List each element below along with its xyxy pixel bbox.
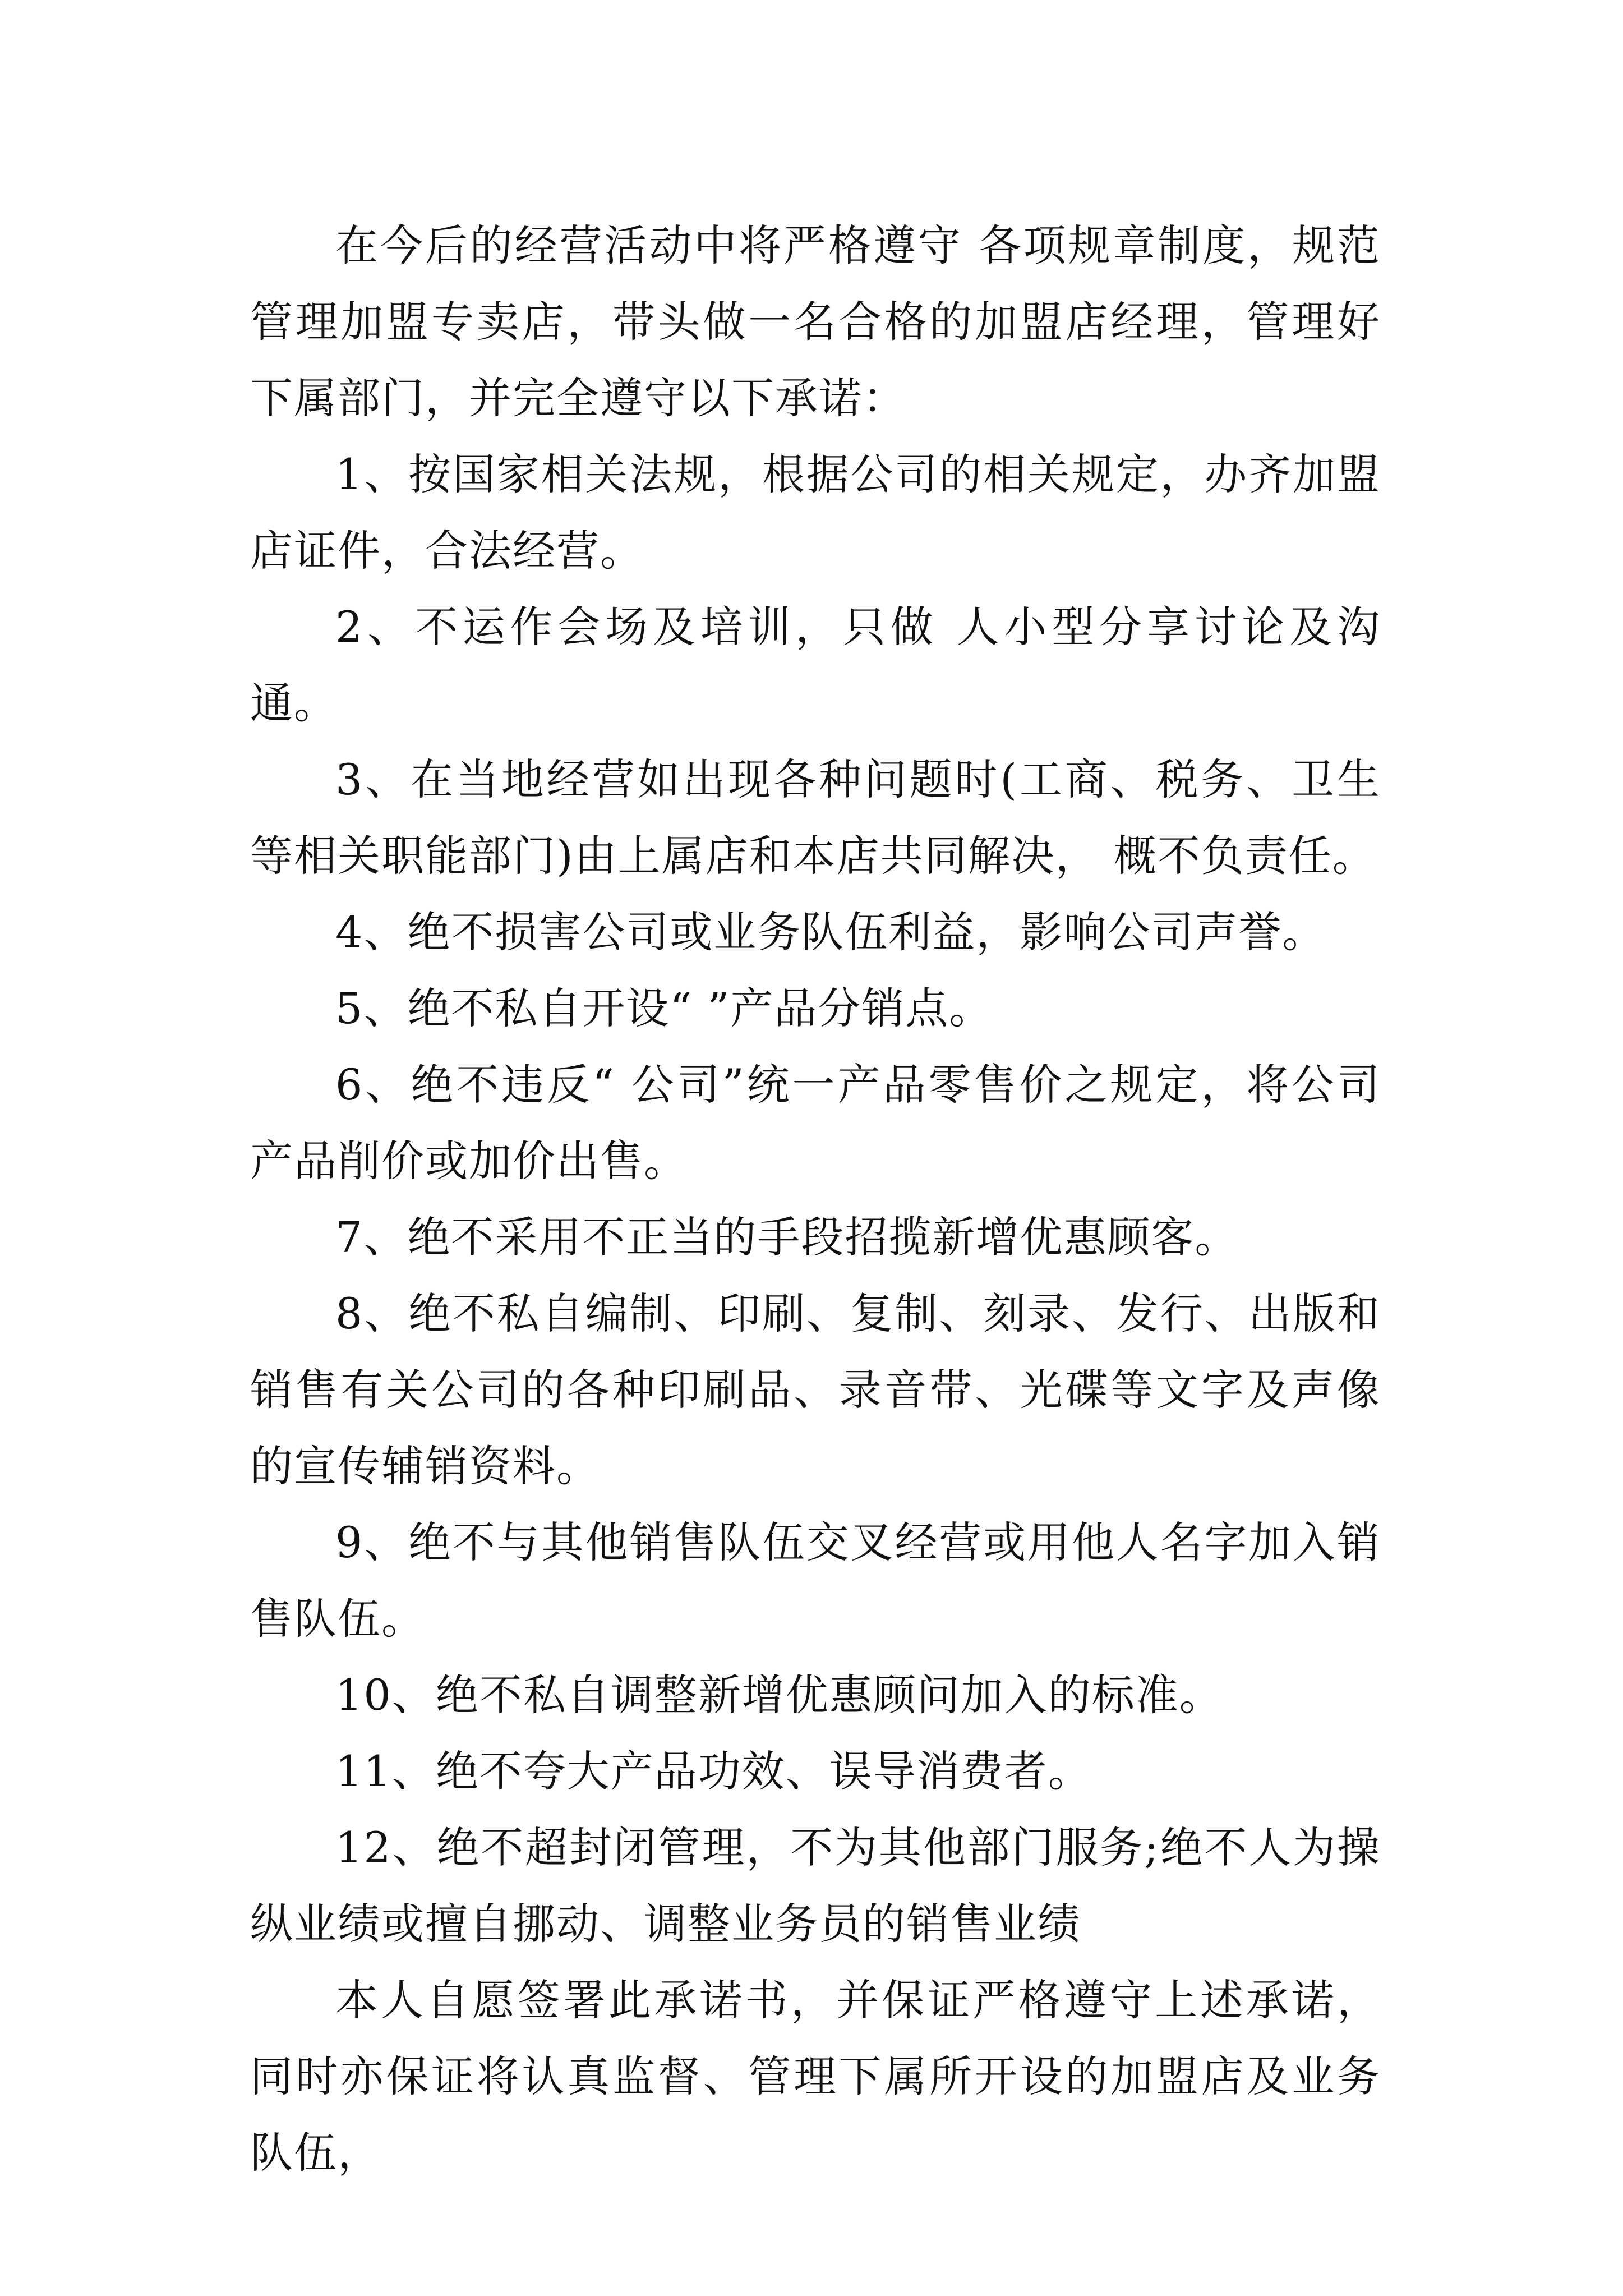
paragraph-item-12: 12、绝不超封闭管理，不为其他部门服务;绝不人为操纵业绩或擅自挪动、调整业务员的销售业绩 bbox=[250, 1823, 1381, 1949]
paragraph-item-7: 7、绝不采用不正当的手段招揽新增优惠顾客。 bbox=[335, 1212, 1239, 1262]
paragraph-item-6: 6、绝不违反“ 公司”统一产品零售价之规定，将公司产品削价或加价出售。 bbox=[250, 1060, 1381, 1186]
paragraph-item-1: 1、按国家相关法规，根据公司的相关规定，办齐加盟店证件，合法经营。 bbox=[250, 449, 1381, 576]
paragraph-item-4: 4、绝不损害公司或业务队伍利益，影响公司声誉。 bbox=[335, 907, 1326, 957]
paragraph-closing: 本人自愿签署此承诺书，并保证严格遵守上述承诺，同时亦保证将认真监督、管理下属所开设的加盟店及业务队伍， bbox=[250, 1975, 1381, 2178]
document-body bbox=[250, 208, 1381, 2191]
paragraph-item-3: 3、在当地经营如出现各种问题时(工商、税务、卫生等相关职能部门)由上属店和本店共同解决， 概不负责任。 bbox=[250, 754, 1381, 881]
paragraph-item-5: 5、绝不私自开设“ ”产品分销点。 bbox=[335, 983, 993, 1033]
paragraph-item-10: 10、绝不私自调整新增优惠顾问加入的标准。 bbox=[335, 1670, 1223, 1720]
paragraph-item-2: 2、不运作会场及培训，只做 人小型分享讨论及沟通。 bbox=[250, 602, 1381, 728]
paragraph-item-11: 11、绝不夸大产品功效、误导消费者。 bbox=[335, 1746, 1092, 1796]
paragraph-item-8: 8、绝不私自编制、印刷、复制、刻录、发行、出版和销售有关公司的各种印刷品、录音带、光碟等文字及声像的宣传辅销资料。 bbox=[250, 1289, 1381, 1491]
paragraph-intro: 在今后的经营活动中将严格遵守 各项规章制度，规范管理加盟专卖店，带头做一名合格的加盟店经理，管理好下属部门，并完全遵守以下承诺： bbox=[250, 220, 1381, 423]
paragraph-item-9: 9、绝不与其他销售队伍交叉经营或用他人名字加入销售队伍。 bbox=[250, 1517, 1381, 1644]
